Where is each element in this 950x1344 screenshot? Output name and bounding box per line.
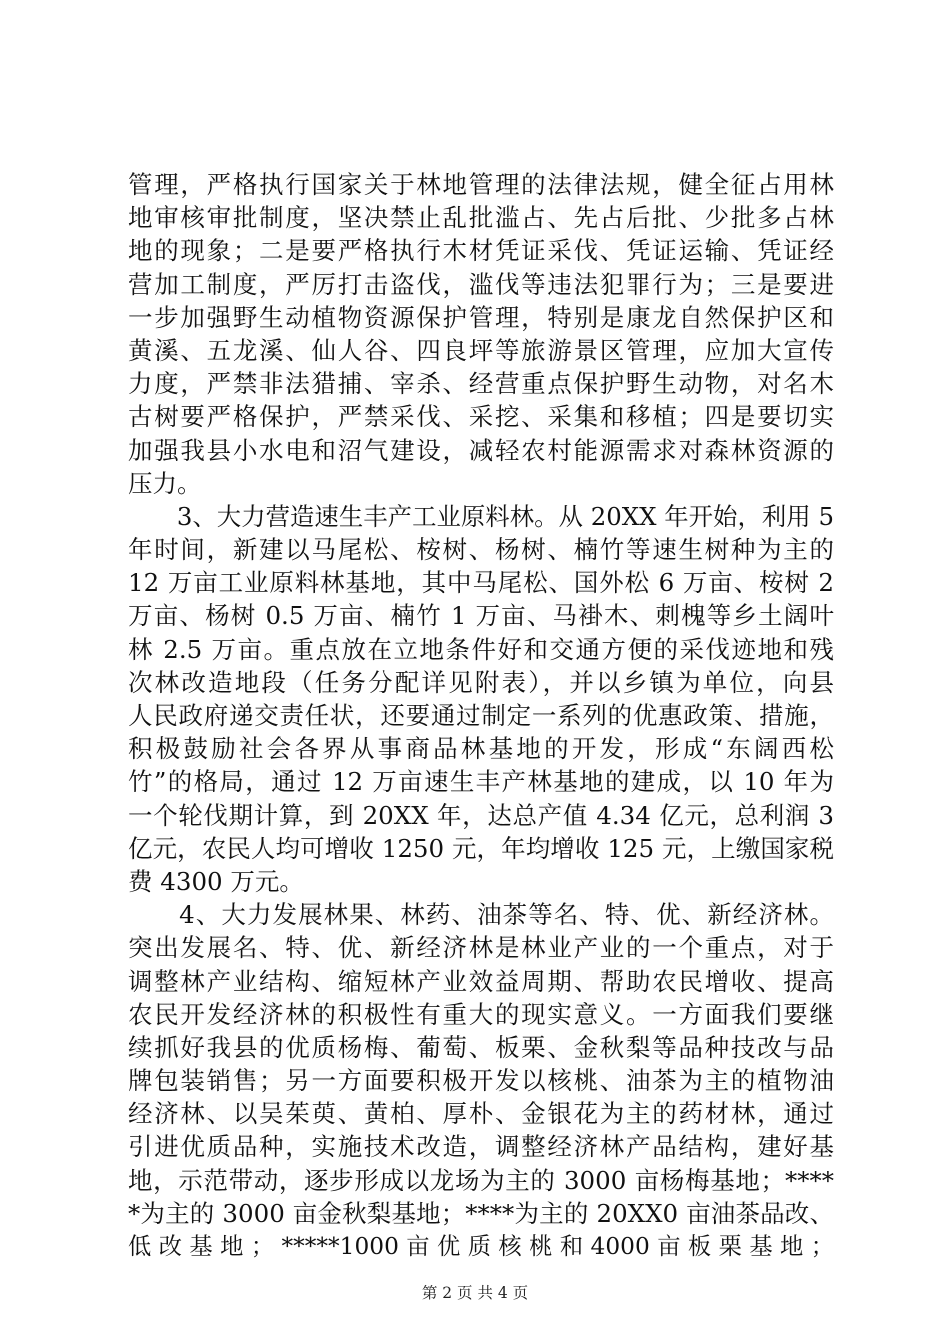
text-line: 加强我县小水电和沼气建设，减轻农村能源需求对森林资源的 — [128, 435, 834, 465]
text-line: 地审核审批制度，坚决禁止乱批滥占、先占后批、少批多占林 — [128, 203, 834, 233]
text-line: 年时间，新建以马尾松、桉树、杨树、楠竹等速生树种为主的 — [128, 535, 834, 565]
text-line: 林 2.5 万亩。重点放在立地条件好和交通方便的采伐迹地和残 — [128, 634, 834, 664]
text-line: 次林改造地段（任务分配详见附表），并以乡镇为单位，向县 — [128, 667, 834, 697]
text-line: 经济林、以吴茱萸、黄柏、厚朴、金银花为主的药材林，通过 — [128, 1099, 834, 1129]
text-line: 一步加强野生动植物资源保护管理，特别是康龙自然保护区和 — [128, 302, 834, 332]
text-line: 12 万亩工业原料林基地，其中马尾松、国外松 6 万亩、桉树 2 — [128, 568, 834, 598]
text-line: 压力。 — [128, 468, 202, 498]
text-line: 3、大力营造速生丰产工业原料林。从 20XX 年开始，利用 5 — [128, 501, 834, 531]
text-line: 续抓好我县的优质杨梅、葡萄、板栗、金秋梨等品种技改与品 — [128, 1032, 834, 1062]
text-line: 亿元，农民人均可增收 1250 元，年均增收 125 元，上缴国家税 — [128, 833, 834, 863]
text-line: 调整林产业结构、缩短林产业效益周期、帮助农民增收、提高 — [128, 966, 834, 996]
text-line: 低 改 基 地 ； *****1000 亩 优 质 核 桃 和 4000 亩 板 栗 基 地 ； — [128, 1233, 834, 1260]
text-line: 人民政府递交责任状，还要通过制定一系列的优惠政策、措施， — [128, 701, 834, 730]
document-body — [128, 168, 834, 1263]
text-line: 4、大力发展林果、林药、油茶等名、特、优、新经济林。 — [128, 900, 834, 930]
text-line: 地，示范带动，逐步形成以龙场为主的 3000 亩杨梅基地；**** — [128, 1165, 834, 1195]
text-line: 万亩、杨树 0.5 万亩、楠竹 1 万亩、马褂木、刺槐等乡土阔叶 — [128, 601, 834, 631]
text-line: 营加工制度，严厉打击盗伐，滥伐等违法犯罪行为；三是要进 — [128, 269, 834, 299]
text-line: 费 4300 万元。 — [128, 866, 304, 896]
text-line: 管理，严格执行国家关于林地管理的法律法规，健全征占用林 — [128, 170, 834, 199]
page-number-footer: 第 2 页 共 4 页 — [421, 1284, 529, 1302]
text-line: 地的现象；二是要严格执行木材凭证采伐、凭证运输、凭证经 — [128, 236, 834, 266]
text-line: 积极鼓励社会各界从事商品林基地的开发，形成“东阔西松 — [128, 734, 834, 764]
text-line: 力度，严禁非法猎捕、宰杀、经营重点保护野生动物，对名木 — [128, 369, 834, 399]
text-line: 牌包装销售；另一方面要积极开发以核桃、油茶为主的植物油 — [128, 1066, 834, 1096]
text-line: 一个轮伐期计算，到 20XX 年，达总产值 4.34 亿元，总利润 3 — [128, 800, 834, 830]
text-line: 竹”的格局，通过 12 万亩速生丰产林基地的建成，以 10 年为 — [128, 767, 834, 797]
text-line: 农民开发经济林的积极性有重大的现实意义。一方面我们要继 — [128, 999, 834, 1029]
text-line: *为主的 3000 亩金秋梨基地；****为主的 20XX0 亩油茶品改、 — [128, 1198, 834, 1228]
text-line: 黄溪、五龙溪、仙人谷、四良坪等旅游景区管理，应加大宣传 — [128, 335, 834, 365]
text-line: 引进优质品种，实施技术改造，调整经济林产品结构，建好基 — [128, 1132, 834, 1162]
text-line: 突出发展名、特、优、新经济林是林业产业的一个重点，对于 — [128, 933, 834, 963]
text-line: 古树要严格保护，严禁采伐、采挖、采集和移植；四是要切实 — [128, 402, 834, 432]
